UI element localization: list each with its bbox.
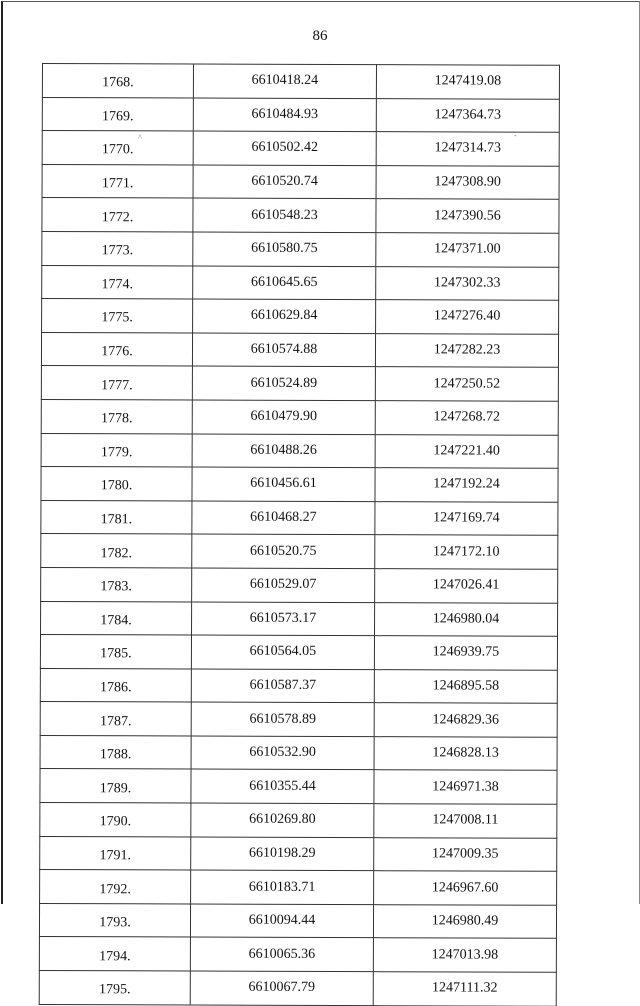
row-number: 1789.	[40, 769, 191, 803]
x-coordinate: 6610532.90	[191, 736, 374, 770]
y-coordinate: 1247390.56	[376, 199, 559, 233]
x-coordinate: 6610183.71	[191, 870, 374, 904]
table-row	[40, 803, 557, 838]
row-number: 1787.	[40, 702, 191, 736]
table-row	[40, 769, 557, 804]
y-coordinate: 1247314.73	[376, 132, 559, 166]
table-row	[41, 601, 558, 636]
y-coordinate: 1247169.74	[375, 501, 558, 535]
row-number: 1771.	[42, 164, 193, 198]
y-coordinate: 1246980.04	[375, 602, 558, 636]
row-number: 1784.	[41, 601, 192, 635]
y-coordinate: 1247419.08	[376, 65, 559, 99]
y-coordinate: 1247172.10	[375, 535, 558, 569]
row-number: 1783.	[41, 567, 192, 601]
y-coordinate: 1246980.49	[373, 905, 556, 939]
x-coordinate: 6610573.17	[192, 602, 375, 636]
x-coordinate: 6610488.26	[192, 434, 375, 468]
y-coordinate: 1247276.40	[376, 300, 559, 334]
x-coordinate: 6610524.89	[192, 366, 375, 400]
table-row	[41, 433, 558, 468]
row-number: 1770.	[42, 131, 193, 165]
table-row	[42, 265, 559, 300]
table-row	[41, 332, 558, 367]
x-coordinate: 6610520.74	[193, 165, 376, 199]
x-coordinate: 6610198.29	[191, 837, 374, 871]
table-row	[42, 164, 559, 199]
row-number: 1792.	[40, 870, 191, 904]
row-number: 1773.	[42, 231, 193, 265]
table-row	[39, 903, 556, 938]
y-coordinate: 1247282.23	[375, 333, 558, 367]
y-coordinate: 1247192.24	[375, 468, 558, 502]
table-row	[41, 366, 558, 401]
x-coordinate: 6610645.65	[193, 266, 376, 300]
y-coordinate: 1246967.60	[374, 871, 557, 905]
x-coordinate: 6610468.27	[192, 501, 375, 535]
scan-speck-mark: -	[514, 131, 517, 140]
x-coordinate: 6610269.80	[191, 803, 374, 837]
table-row	[40, 836, 557, 871]
x-coordinate: 6610094.44	[190, 904, 373, 938]
table-row	[42, 131, 559, 166]
y-coordinate: 1247302.33	[376, 266, 559, 300]
table-row	[39, 937, 556, 972]
y-coordinate: 1247008.11	[374, 804, 557, 838]
table-row	[41, 500, 558, 535]
x-coordinate: 6610067.79	[190, 971, 373, 1005]
y-coordinate: 1247111.32	[373, 972, 556, 1006]
table-row	[39, 971, 556, 1006]
row-number: 1768.	[42, 64, 193, 98]
y-coordinate: 1247268.72	[375, 401, 558, 435]
y-coordinate: 1246939.75	[374, 636, 557, 670]
x-coordinate: 6610578.89	[191, 702, 374, 736]
table-row	[42, 198, 559, 233]
table-row	[40, 702, 557, 737]
row-number: 1780.	[41, 467, 192, 501]
x-coordinate: 6610564.05	[191, 635, 374, 669]
row-number: 1786.	[40, 668, 191, 702]
row-number: 1794.	[39, 937, 190, 971]
x-coordinate: 6610502.42	[193, 131, 376, 165]
table-row	[41, 534, 558, 569]
row-number: 1777.	[41, 366, 192, 400]
y-coordinate: 1247013.98	[373, 938, 556, 972]
row-number: 1795.	[39, 971, 190, 1005]
row-number: 1775.	[42, 299, 193, 333]
x-coordinate: 6610479.90	[192, 400, 375, 434]
row-number: 1772.	[42, 198, 193, 232]
y-coordinate: 1246829.36	[374, 703, 557, 737]
row-number: 1788.	[40, 735, 191, 769]
row-number: 1778.	[41, 399, 192, 433]
table-row	[41, 567, 558, 602]
table-row	[40, 635, 557, 670]
x-coordinate: 6610456.61	[192, 467, 375, 501]
y-coordinate: 1246971.38	[374, 770, 557, 804]
coordinates-table	[39, 63, 560, 1006]
table-row	[41, 467, 558, 502]
x-coordinate: 6610065.36	[190, 937, 373, 971]
x-coordinate: 6610484.93	[193, 98, 376, 132]
table-row	[42, 64, 559, 99]
y-coordinate: 1247250.52	[375, 367, 558, 401]
y-coordinate: 1247371.00	[376, 233, 559, 267]
row-number: 1793.	[39, 903, 190, 937]
y-coordinate: 1247009.35	[374, 837, 557, 871]
y-coordinate: 1247221.40	[375, 434, 558, 468]
table-row	[40, 668, 557, 703]
x-coordinate: 6610529.07	[192, 568, 375, 602]
row-number: 1790.	[40, 803, 191, 837]
y-coordinate: 1246828.13	[374, 737, 557, 771]
y-coordinate: 1247364.73	[376, 98, 559, 132]
row-number: 1782.	[41, 534, 192, 568]
row-number: 1774.	[42, 265, 193, 299]
x-coordinate: 6610355.44	[191, 769, 374, 803]
table-row	[42, 231, 559, 266]
scan-speck-mark: ^	[138, 133, 142, 142]
row-number: 1776.	[41, 332, 192, 366]
x-coordinate: 6610574.88	[192, 333, 375, 367]
table-row	[41, 399, 558, 434]
y-coordinate: 1247308.90	[376, 165, 559, 199]
x-coordinate: 6610580.75	[193, 232, 376, 266]
x-coordinate: 6610548.23	[193, 198, 376, 232]
page-number: 86	[312, 28, 328, 44]
row-number: 1769.	[42, 97, 193, 131]
table-row	[40, 870, 557, 905]
row-number: 1781.	[41, 500, 192, 534]
x-coordinate: 6610587.37	[191, 669, 374, 703]
table-row	[42, 299, 559, 334]
table-row	[40, 735, 557, 770]
y-coordinate: 1247026.41	[375, 569, 558, 603]
row-number: 1785.	[40, 635, 191, 669]
x-coordinate: 6610418.24	[193, 64, 376, 98]
y-coordinate: 1246895.58	[374, 669, 557, 703]
table-row	[42, 97, 559, 132]
row-number: 1779.	[41, 433, 192, 467]
x-coordinate: 6610629.84	[193, 299, 376, 333]
x-coordinate: 6610520.75	[192, 534, 375, 568]
row-number: 1791.	[40, 836, 191, 870]
